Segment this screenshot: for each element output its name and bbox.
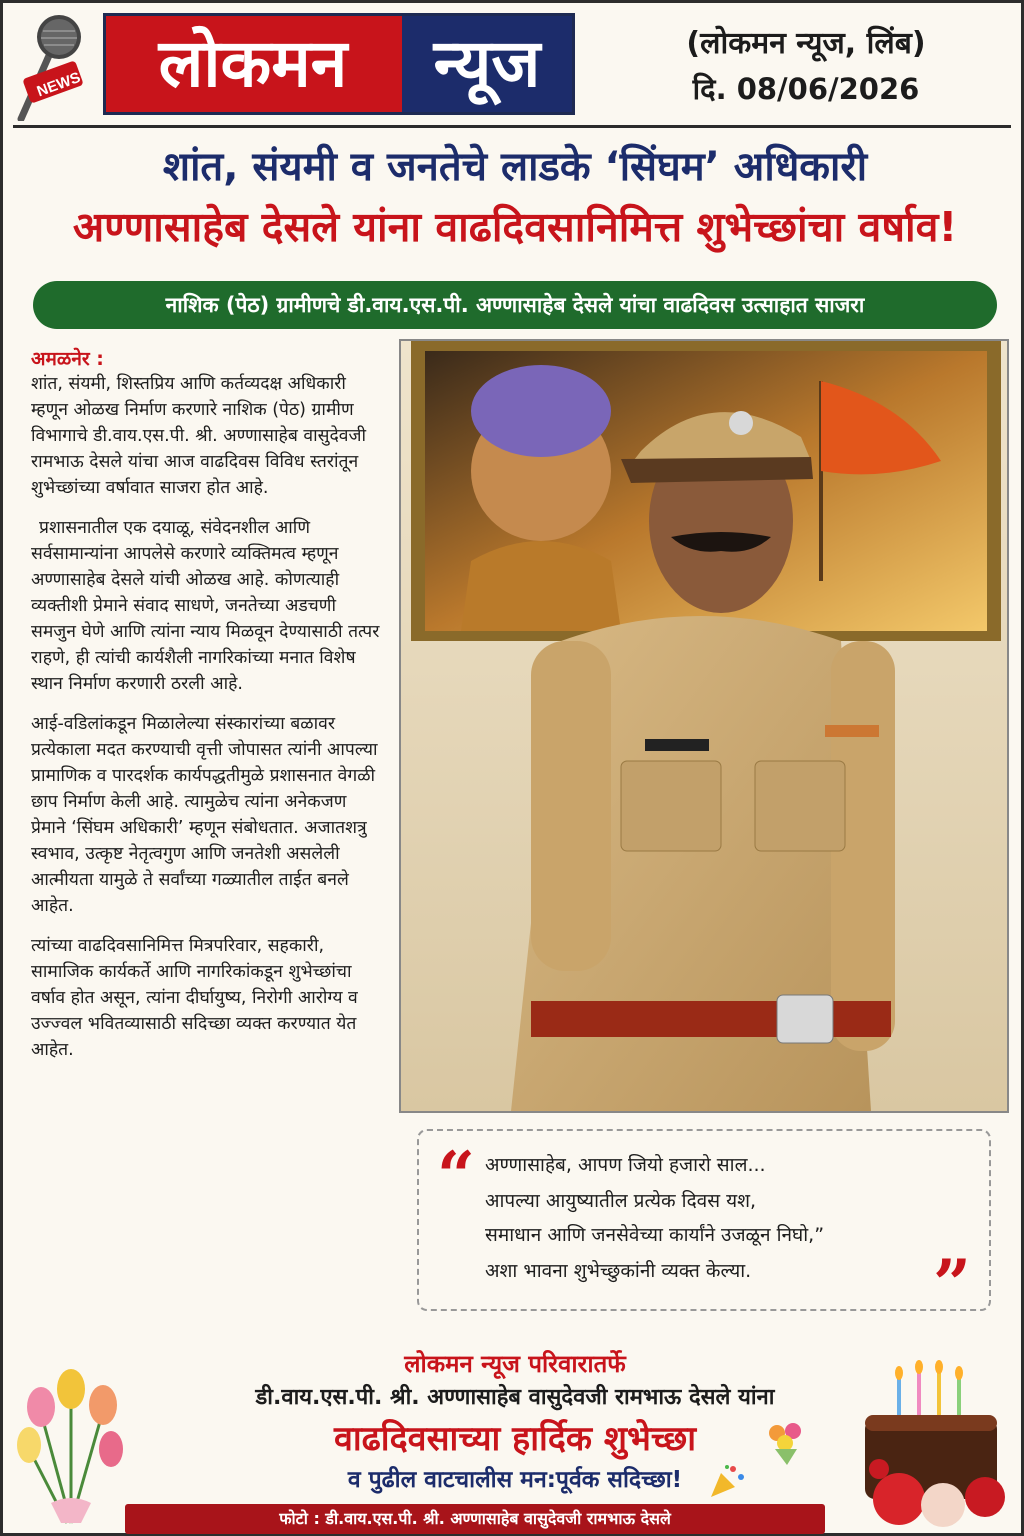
microphone-news-icon xyxy=(11,11,99,121)
greeting-sub: व पुढील वाटचालीस मन:पूर्वक सदिच्छा! xyxy=(347,1467,683,1493)
bouquet-icon xyxy=(763,1419,809,1465)
subheadline-banner: नाशिक (पेठ) ग्रामीणचे डी.वाय.एस.पी. अण्णासाहेब देसले यांचा वाढदिवस उत्साहात साजरा xyxy=(33,281,997,329)
birthday-cake-icon xyxy=(839,1349,1023,1536)
masthead-name-blue: न्यूज xyxy=(402,16,572,112)
quote-line-4: अशा भावना शुभेच्छुकांनी व्यक्त केल्या. xyxy=(485,1260,752,1282)
article-paragraph-1: शांत, संयमी, शिस्तप्रिय आणि कर्तव्यदक्ष अधिकारी म्हणून ओळख निर्माण करणारे नाशिक (पेठ) ग्रामीण विभागाचे डी.वाय.एस.पी. श्री. अण्णासाहेब वासुदेवजी रामभाऊ देसले यांचा आज वाढदिवस विविध स्तरांतून शुभेच्छांच्या वर्षावात साजरा होत आहे. xyxy=(31,374,367,498)
article-dateline: अमळनेर : xyxy=(31,348,104,370)
officer-photo xyxy=(399,339,1009,1113)
mic-tag-text: NEWS xyxy=(34,69,83,101)
quote-line-3: समाधान आणि जनसेवेच्या कार्यांने उजळून निघो,” xyxy=(485,1224,825,1246)
masthead-date: दि. 08/06/2026 xyxy=(692,72,920,106)
article-paragraph-2: प्रशासनातील एक दयाळू, संवेदनशील आणि सर्वसामान्यांना आपलेसे करणारे व्यक्तिमत्व म्हणून अण्णासाहेब देसले यांची ओळख आहे. कोणत्याही व्यक्तीशी प्रेमाने संवाद साधणे, जनतेच्या अडचणी समजुन घेणे आणि त्यांना न्याय मिळवून देण्यासाठी तत्पर राहणे, ही त्यांची कार्यशैली नागरिकांच्या मनात विशेष स्थान निर्माण करणारी ठरली आहे. xyxy=(31,518,380,694)
article-paragraph-3: आई-वडिलांकडून मिळालेल्या संस्कारांच्या बळावर प्रत्येकाला मदत करण्याची वृत्ती जोपासत त्यांनी आपल्या प्रामाणिक व पारदर्शक कार्यपद्धतीमुळे प्रशासनात वेगळी छाप निर्माण केली आहे. त्यामुळेच त्यांना अनेकजण प्रेमाने ‘सिंघम अधिकारी’ म्हणून संबोधतात. अजातशत्रु स्वभाव, उत्कृष्ट नेतृत्वगुण आणि जनतेशी असलेली आत्मीयता यामुळे ते सर्वांच्या गळ्यातील ताईत बनले आहेत. xyxy=(31,714,378,916)
greeting-from: लोकमन न्यूज परिवारातर्फे xyxy=(404,1350,626,1378)
greeting-main: वाढदिवसाच्या हार्दिक शुभेच्छा xyxy=(333,1419,697,1459)
article-body xyxy=(31,347,381,1077)
masthead-name-red: लोकमन xyxy=(106,16,402,112)
masthead-info xyxy=(601,21,1011,111)
masthead-place: (लोकमन न्यूज, लिंब) xyxy=(686,26,926,61)
headline-line2: अण्णासाहेब देसले यांना वाढदिवसानिमित्त शुभेच्छांचा वर्षाव! xyxy=(72,203,958,251)
headline-line1: शांत, संयमी व जनतेचे लाडके ‘सिंघम’ अधिकारी xyxy=(162,144,868,190)
quote-box xyxy=(417,1129,991,1323)
masthead-logo xyxy=(103,13,575,115)
photo-credit: फोटो : डी.वाय.एस.पी. श्री. अण्णासाहेब वासुदेवजी रामभाऊ देसले xyxy=(125,1504,825,1534)
greeting-to: डी.वाय.एस.पी. श्री. अण्णासाहेब वासुदेवजी रामभाऊ देसले यांना xyxy=(255,1385,775,1410)
quote-line-2: आपल्या आयुष्यातील प्रत्येक दिवस यश, xyxy=(485,1190,757,1212)
close-quote-icon: ” xyxy=(933,1245,971,1323)
party-popper-icon xyxy=(707,1463,745,1501)
article-paragraph-4: त्यांच्या वाढदिवसानिमित्त मित्रपरिवार, सहकारी, सामाजिक कार्यकर्ते आणि नागरिकांकडून शुभेच्छांचा वर्षाव होत असून, त्यांना दीर्घायुष्य, निरोगी आरोग्य व उज्ज्वल भवितव्यासाठी सदिच्छा व्यक्त करण्यात येत आहेत. xyxy=(31,936,358,1060)
quote-line-1: अण्णासाहेब, आपण जियो हजारो साल... xyxy=(485,1154,766,1176)
header-divider xyxy=(13,125,1011,128)
open-quote-icon: “ xyxy=(437,1137,475,1215)
